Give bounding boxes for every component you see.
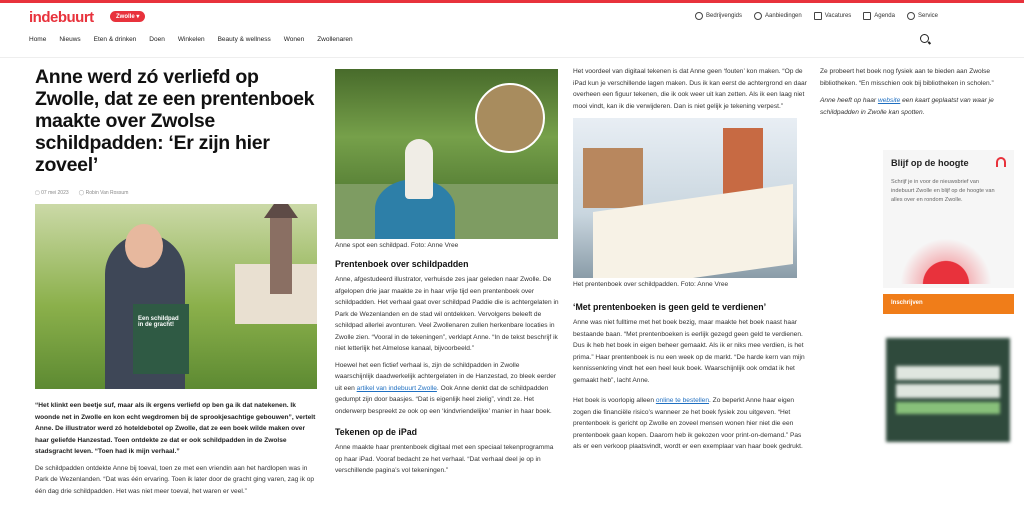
article-paragraph: Anne heeft op haar website een kaart geplaatst van waar je schildpadden in Zwolle kan spotten. — [820, 97, 994, 116]
top-nav — [695, 12, 938, 20]
briefcase-icon — [814, 12, 822, 20]
main-menu — [29, 36, 353, 43]
calendar-icon — [863, 12, 871, 20]
article-column-3 — [573, 66, 809, 453]
article-paragraph: De schildpadden ontdekte Anne bij toeval, toen ze met een vriendin aan het hardlopen was in Park de Wezenlanden. “Dat was één ervaring. Toen ik later door de gracht ging varen, zag ik op één dag drie schildpadden. Het was niet meer toeval, het waren er veel.” — [35, 464, 315, 495]
site-logo[interactable]: indebuurt — [29, 9, 94, 26]
website-link[interactable]: website — [877, 97, 901, 104]
photo-caption: Het prentenboek over schildpadden. Foto: Anne Vree — [573, 281, 729, 288]
artikel-link[interactable]: artikel van indebuurt Zwolle — [356, 384, 437, 392]
bestellen-link[interactable]: online te bestellen — [655, 397, 710, 404]
boat-photo — [335, 69, 558, 239]
newsletter-title: Blijf op de hoogte — [891, 158, 969, 168]
service-icon — [907, 12, 915, 20]
article-paragraph: Anne maakte haar prentenboek digitaal met een speciaal tekenprogramma op haar iPad. Vooraf bedacht ze het verhaal. “Dat verhaal deel je op in verschillende pagina’s vol tekeningen.” — [335, 444, 554, 474]
article-column-4 — [820, 66, 1020, 118]
article-meta — [35, 190, 317, 196]
newsletter-subscribe-button[interactable]: Inschrijven — [883, 294, 1014, 314]
ad-field — [896, 366, 1000, 380]
newsletter-text: Schrijf je in voor de nieuwsbrief van indebuurt Zwolle en blijf op de hoogte van alles over en rondom Zwolle. — [891, 179, 995, 203]
city-selector[interactable]: Zwolle ▾ — [110, 11, 145, 22]
article-paragraph: Anne, afgestudeerd illustrator, verhuisde zes jaar geleden naar Zwolle. De afgelopen drie jaar maakte ze in haar vrije tijd een prentenboek over schildpadden. Het verhaal gaat over schildpad Paddie die is achtergelaten in Park de Wezenlanden en de stad wil ontdekken. Vervolgens beleeft de schildpad allerlei avonturen. Veel Zwollenaren zullen herkenbare locaties in Zwolle zien. “Vooral in de tekeningen”, verklapt Anne. “In de tekst beschrijf ik niet letterlijk het Almelose kanaal, bijvoorbeeld.” — [335, 276, 559, 352]
menu-home[interactable]: Home — [29, 36, 47, 43]
city-label: Zwolle — [116, 14, 135, 20]
topnav-service[interactable]: Service — [907, 12, 938, 20]
ad-button — [896, 402, 1000, 414]
topnav-agenda[interactable]: Agenda — [863, 12, 895, 20]
newsletter-illustration — [891, 232, 1001, 284]
menu-winkelen[interactable]: Winkelen — [177, 36, 205, 43]
photo-face — [125, 224, 163, 268]
site-header — [0, 3, 1024, 29]
article-paragraph: Anne was niet fulltime met het boek bezig, maar maakte het boek naast haar bestaande baan. “Met prentenboeken is eerlijk gezegd geen geld te verdienen. Dus ik heb het boek in eigen beheer gemaakt. Als ik er niks mee verdien, is het prima.” Haar prentenboek is nu een week op de markt. “De harde kern van mijn kennissenkring vindt het een heel leuk boek. Waarschijnlijk ook omdat ik het gemaakt heb”, lacht Anne. — [573, 319, 805, 384]
photo-church-tower — [270, 214, 292, 294]
advertisement[interactable] — [886, 338, 1010, 442]
ad-field — [896, 384, 1000, 398]
article-paragraph: Het voordeel van digitaal tekenen is dat Anne geen ‘fouten’ kon maken. “Op de iPad kun je verschillende lagen maken. Dus ik kan eerst de achtergrond en daar overheen een figuur tekenen, die ik ook weer uit kan zetten. Als ik een laag niet mooi vindt, kan ik die verwijderen. Dan is niet gelijk je tekening verpest.” — [573, 68, 807, 110]
photo-book: Een schildpad in de gracht! — [133, 304, 189, 374]
article-author: ◯ Robin Van Rossum — [78, 190, 129, 196]
menu-zwollenaren[interactable]: Zwollenaren — [317, 36, 353, 43]
menu-doen[interactable]: Doen — [149, 36, 165, 43]
menu-beauty[interactable]: Beauty & wellness — [217, 36, 271, 43]
article-paragraph: Het boek is voorlopig alleen online te bestellen. Zo beperkt Anne haar eigen zogen die financiële risico’s wanneer ze het boek fysiek zou uitgeven. “Het prentenboek is gericht op Zwolle en zoveel mensen wonen hier niet die een prentenboek gaan kopen. Daarom heb ik gekozen voor print-on-demand.” Pas als er een verkoop plaatsvindt, wordt er een exemplaar van haar boek gedrukt. — [573, 397, 803, 450]
header-divider — [0, 57, 1024, 58]
newsletter-icon — [996, 157, 1006, 167]
photo-caption: Anne spot een schildpad. Foto: Anne Vree — [335, 242, 459, 249]
photo-zoom-circle — [475, 83, 545, 153]
article-paragraph: Ze probeert het boek nog fysiek aan te bieden aan Zwolse bibliotheken. “En misschien ook bij bibliotheken in scholen.” — [820, 68, 994, 87]
subheading-geld: ‘Met prentenboeken is geen geld te verdienen’ — [573, 302, 767, 312]
article-intro-quote: “Het klinkt een beetje suf, maar als ik ergens verliefd op ben ga ik dat natekenen. Ik woonde net in Zwolle en kon echt wegdromen bij de sprookjesachtige gebouwen”, vertelt Anne. De illustrator werd zó hoteldebotel op Zwolle, dat ze een boek wilde maken over haar geliefde Hanzestad. Toen ontdekte ze dat er ook schildpadden in de Zwolse stadsgracht leven. “Toen had ik mijn verhaal.” — [35, 402, 316, 455]
tag-icon — [754, 12, 762, 20]
menu-wonen[interactable]: Wonen — [283, 36, 305, 43]
topnav-bedrijvengids[interactable]: Bedrijvengids — [695, 12, 742, 20]
photo-houses — [583, 148, 643, 208]
article-paragraph: Hoewel het een fictief verhaal is, zijn de schildpadden in Zwolle waarschijnlijk daadwerkelijk achtergelaten in de Hanzestad, zo bleek eerder uit een artikel van indebuurt Zwolle. Ook Anne denkt dat de schildpadden gedumpt zijn door baasjes. “Dat is eigenlijk heel zielig”, vindt ze. Het onderwerp bespreekt ze ook op een ‘kindvriendelijke’ manier in haar boek. — [335, 361, 557, 415]
newsletter-box — [883, 150, 1014, 288]
menu-nieuws[interactable]: Nieuws — [59, 36, 81, 43]
photo-person — [405, 139, 433, 199]
article-title: Anne werd zó verliefd op Zwolle, dat ze een prentenboek maakte over Zwolse schildpadden: ‘Er zijn hier zoveel’ — [35, 66, 315, 176]
search-icon[interactable] — [920, 34, 929, 43]
topnav-aanbiedingen[interactable]: Aanbiedingen — [754, 12, 802, 20]
location-icon — [695, 12, 703, 20]
subheading-ipad: Tekenen op de iPad — [335, 427, 417, 437]
menu-eten-drinken[interactable]: Eten & drinken — [93, 36, 137, 43]
article-column-1 — [35, 66, 317, 497]
hero-photo — [35, 204, 317, 389]
topnav-vacatures[interactable]: Vacatures — [814, 12, 852, 20]
subheading-prentenboek: Prentenboek over schildpadden — [335, 259, 469, 269]
book-photo — [573, 118, 797, 278]
article-column-2 — [335, 69, 559, 477]
article-date: ▢ 07 mei 2023 — [35, 190, 69, 196]
